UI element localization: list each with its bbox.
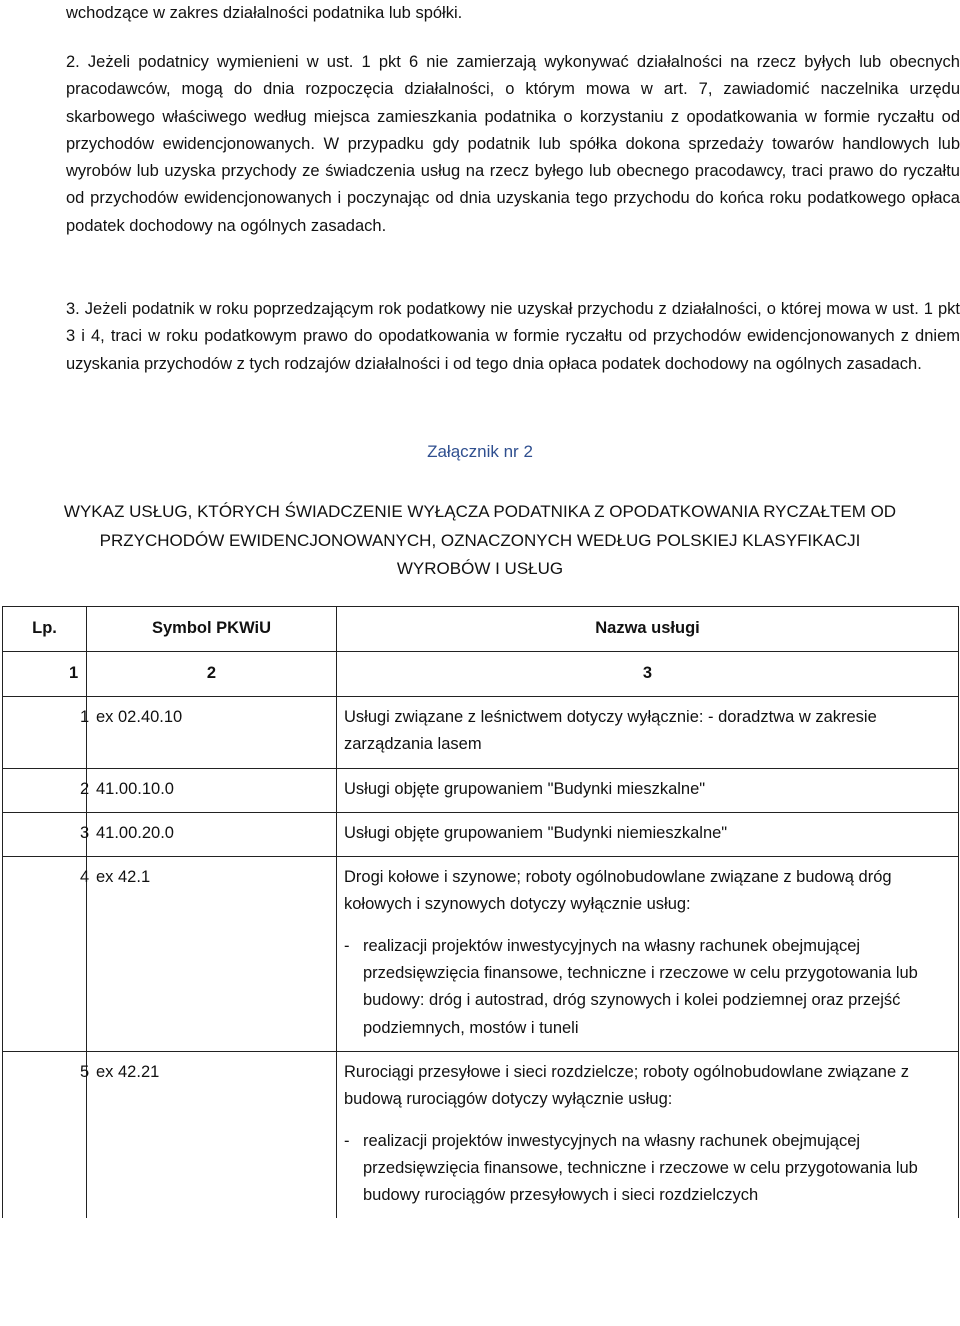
- annex-title[interactable]: Załącznik nr 2: [427, 442, 533, 461]
- paragraph-3: 3. Jeżeli podatnik w roku poprzedzającym rok podatkowy nie uzyskał przychodu z działalności, o której mowa w ust. 1 pkt 3 i 4, traci w roku podatkowym prawo do opodatkowania w formie ryczałtu od przychodów ewidencjonowanych z dniem uzyskania przychodów z tych rodzajów działalności i od tego dnia opłaca podatek dochodowy na ogólnych zasadach.: [66, 300, 960, 373]
- row-lp: 2: [3, 768, 87, 812]
- column-number-1: 1: [3, 652, 87, 697]
- table-header-row: [3, 607, 959, 652]
- row-symbol: ex 42.21: [87, 1051, 337, 1218]
- heading-line-2: PRZYCHODÓW EWIDENCJONOWANYCH, OZNACZONYCH WEDŁUG POLSKIEJ KLASYFIKACJI: [99, 530, 861, 550]
- table-row: [3, 1051, 959, 1218]
- row-symbol: ex 42.1: [87, 857, 337, 1052]
- row-service-subitem: [344, 1128, 952, 1210]
- row-symbol: 41.00.10.0: [87, 768, 337, 812]
- header-name: Nazwa usługi: [337, 607, 959, 652]
- table-row: [3, 812, 959, 856]
- row-service-name: Drogi kołowe i szynowe; roboty ogólnobudowlane związane z budową dróg kołowych i szynowych dotyczy wyłącznie usług:: [344, 868, 892, 914]
- row-service-name: Usługi objęte grupowaniem "Budynki mieszkalne": [337, 768, 959, 812]
- column-numbers-row: [3, 652, 959, 697]
- row-service-cell: [337, 857, 959, 1052]
- row-service-name: Usługi objęte grupowaniem "Budynki niemieszkalne": [337, 812, 959, 856]
- services-table: [2, 606, 959, 1218]
- row-service-subitem: [344, 933, 952, 1042]
- row-lp: 3: [3, 812, 87, 856]
- row-lp: 1: [3, 697, 87, 769]
- paragraph-continuation: wchodzące w zakres działalności podatnika lub spółki.: [66, 4, 463, 22]
- column-number-3: 3: [337, 652, 959, 697]
- table-row: [3, 697, 959, 769]
- row-service-cell: [337, 1051, 959, 1218]
- header-symbol: Symbol PKWiU: [87, 607, 337, 652]
- dash-marker: -: [344, 936, 350, 955]
- row-service-name: Rurociągi przesyłowe i sieci rozdzielcze; roboty ogólnobudowlane związane z budową rurociągów dotyczy wyłącznie usług:: [344, 1062, 909, 1109]
- row-service-name: Usługi związane z leśnictwem dotyczy wyłącznie: - doradztwa w zakresie zarządzania lasem: [337, 697, 959, 769]
- row-lp: 5: [3, 1051, 87, 1218]
- annex-heading: [0, 498, 960, 584]
- paragraph-2: 2. Jeżeli podatnicy wymienieni w ust. 1 pkt 6 nie zamierzają wykonywać działalności na rzecz byłych lub obecnych pracodawców, mogą do dnia rozpoczęcia działalności, o którym mowa w art. 7, zawiadomić naczelnika urzędu skarbowego właściwego według miejsca zamieszkania podatnika o korzystaniu z opodatkowania w formie ryczałtu od przychodów ewidencjonowanych. W przypadku gdy podatnik lub spółka dokona sprzedaży towarów handlowych lub wyrobów lub uzyska przychody ze świadczenia usług na rzecz byłego lub obecnego pracodawcy, traci prawo do ryczałtu od przychodów ewidencjonowanych i poczynając od dnia uzyskania tego przychodu do końca roku podatkowego opłaca podatek dochodowy na ogólnych zasadach.: [66, 53, 960, 235]
- table-row: [3, 857, 959, 1052]
- heading-line-1: WYKAZ USŁUG, KTÓRYCH ŚWIADCZENIE WYŁĄCZA PODATNIKA Z OPODATKOWANIA RYCZAŁTEM OD: [63, 502, 897, 521]
- row-symbol: 41.00.20.0: [87, 812, 337, 856]
- row-lp: 4: [3, 857, 87, 1052]
- heading-line-3: WYROBÓW I USŁUG: [396, 559, 564, 578]
- header-lp: Lp.: [3, 607, 87, 652]
- column-number-2: 2: [87, 652, 337, 697]
- subitem-text: realizacji projektów inwestycyjnych na własny rachunek obejmującej przedsięwzięcia finansowe, techniczne i rzeczowe w celu przygotowania lub budowy rurociągów przesyłowych i sieci rozdzielczych: [363, 1131, 918, 1205]
- subitem-text: realizacji projektów inwestycyjnych na własny rachunek obejmującej przedsięwzięcia finansowe, techniczne i rzeczowe w celu przygotowania lub budowy: dróg i autostrad, dróg szynowych i kolei podziemnej oraz przejść podziemnych, mostów i tuneli: [363, 936, 918, 1037]
- row-symbol: ex 02.40.10: [87, 697, 337, 769]
- table-row: [3, 768, 959, 812]
- dash-marker: -: [344, 1131, 350, 1150]
